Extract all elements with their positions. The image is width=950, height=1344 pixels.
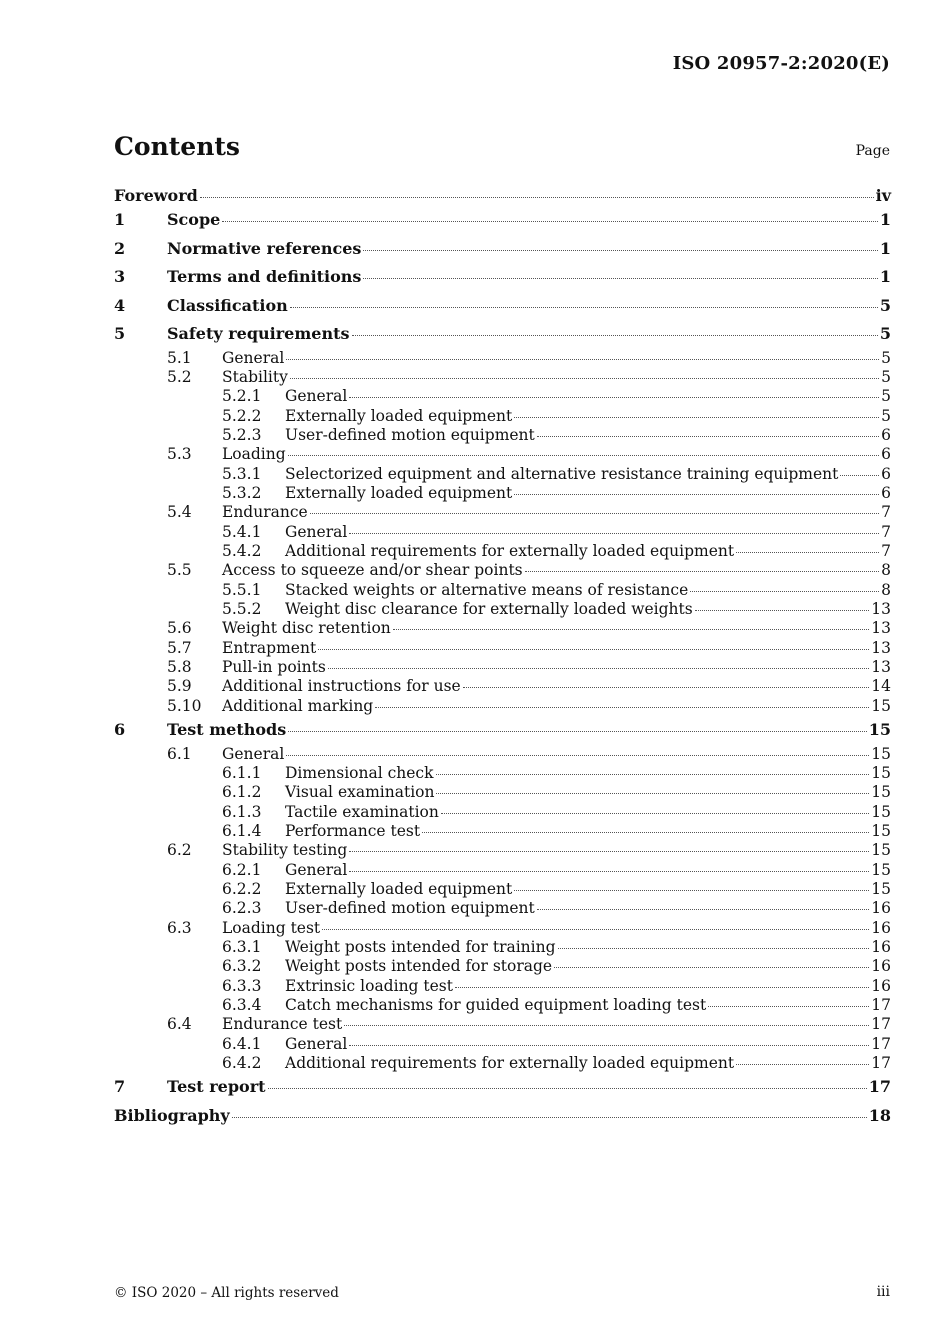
toc-entry-number: 6.4.2 — [222, 1054, 262, 1073]
dot-leader — [349, 397, 879, 398]
toc-entry-page: 15 — [871, 802, 891, 821]
toc-entry-page: 15 — [871, 696, 891, 715]
toc-entry-number: 5.3.2 — [222, 483, 262, 502]
toc-entry-number: 5.10 — [167, 696, 202, 715]
toc-entry-page: 5 — [881, 387, 891, 406]
toc-entry[interactable] — [114, 368, 891, 387]
toc-entry[interactable] — [114, 803, 891, 822]
dot-leader — [840, 475, 879, 476]
toc-entry-title: Additional instructions for use — [222, 677, 461, 696]
toc-entry-page: 1 — [879, 210, 891, 229]
toc-entry-number: 5.7 — [167, 638, 192, 657]
dot-leader — [525, 571, 880, 572]
toc-entry[interactable] — [114, 292, 891, 321]
dot-leader — [328, 668, 869, 669]
toc-entry[interactable] — [114, 320, 891, 349]
toc-entry-title: Additional requirements for externally loaded equipment — [285, 1054, 735, 1073]
toc-entry[interactable] — [114, 600, 891, 619]
toc-entry-title: Endurance test — [222, 1015, 343, 1034]
toc-entry-page: 15 — [871, 860, 891, 879]
toc-entry-title: Terms and definitions — [167, 267, 362, 286]
dot-leader — [537, 436, 879, 437]
toc-entry-title: Visual examination — [285, 783, 435, 802]
toc-entry-title: Weight posts intended for storage — [285, 957, 553, 976]
toc-entry-number: 5.4 — [167, 503, 192, 522]
toc-entry-number: 5.4.2 — [222, 541, 262, 560]
dot-leader — [349, 871, 869, 872]
toc-entry[interactable] — [114, 996, 891, 1015]
toc-entry-number: 7 — [114, 1077, 126, 1097]
toc-entry-page: 7 — [881, 541, 891, 560]
toc-entry-page: 16 — [871, 899, 891, 918]
toc-entry-page: 5 — [881, 406, 891, 425]
dot-leader — [422, 832, 869, 833]
toc-entry-title: Selectorized equipment and alternative resistance training equipment — [285, 464, 839, 483]
dot-leader — [288, 731, 867, 732]
toc-entry[interactable] — [114, 861, 891, 880]
toc-entry-number: 6.4 — [167, 1015, 192, 1034]
toc-entry-page: 15 — [871, 783, 891, 802]
toc-entry[interactable] — [114, 186, 891, 206]
toc-entry-number: 5.3 — [167, 445, 192, 464]
toc-entry-page: 5 — [881, 367, 891, 386]
toc-entry-title: General — [285, 860, 348, 879]
dot-leader — [344, 1025, 869, 1026]
toc-entry-number: 5.1 — [167, 348, 192, 367]
toc-entry-page: 7 — [881, 522, 891, 541]
dot-leader — [514, 417, 879, 418]
toc-entry[interactable] — [114, 716, 891, 745]
toc-entry-page: 6 — [881, 464, 891, 483]
toc-entry-number: 2 — [114, 238, 126, 258]
dot-leader — [290, 378, 879, 379]
toc-entry[interactable] — [114, 1054, 891, 1073]
toc-entry-page: 6 — [881, 445, 891, 464]
toc-entry-number: 6.1.2 — [222, 783, 262, 802]
toc-entry-page: 13 — [871, 619, 891, 638]
toc-entry-number: 6.3.2 — [222, 957, 262, 976]
toc-entry-page: 5 — [881, 348, 891, 367]
toc-entry-number: 4 — [114, 295, 126, 315]
toc-entry[interactable] — [114, 745, 891, 764]
toc-entry-number: 6.3.1 — [222, 937, 262, 956]
toc-entry-number: 5.2.2 — [222, 406, 262, 425]
dot-leader — [736, 1064, 869, 1065]
toc-entry-page: 6 — [881, 483, 891, 502]
toc-entry[interactable] — [114, 523, 891, 542]
toc-entry-page: 8 — [881, 561, 891, 580]
toc-entry-page: 15 — [871, 879, 891, 898]
dot-leader — [232, 1117, 867, 1118]
toc-entry[interactable] — [114, 465, 891, 484]
toc-entry-title: Endurance — [222, 503, 308, 522]
toc-entry-title: Test report — [167, 1077, 266, 1097]
toc-entry-title: Weight disc retention — [222, 619, 391, 638]
dot-leader — [375, 707, 869, 708]
toc-entry-number: 6.1 — [167, 744, 192, 763]
toc-entry-title: General — [285, 1034, 348, 1053]
toc-entry-number: 6.1.4 — [222, 821, 262, 840]
toc-entry-title: Externally loaded equipment — [285, 879, 513, 898]
toc-entry-page: 17 — [871, 1054, 891, 1073]
contents-heading: Contents — [114, 132, 241, 161]
toc-entry-page: 1 — [879, 267, 891, 286]
toc-entry-title: Externally loaded equipment — [285, 483, 513, 502]
toc-entry[interactable] — [114, 349, 891, 368]
toc-entry-title: Weight disc clearance for externally loaded weights — [285, 599, 693, 618]
toc-entry-title: Dimensional check — [285, 763, 434, 782]
toc-entry-title: Normative references — [167, 238, 362, 258]
toc-entry[interactable] — [114, 677, 891, 696]
toc-entry-page: 1 — [879, 238, 891, 258]
toc-entry-page: 13 — [871, 658, 891, 676]
toc-entry[interactable] — [114, 206, 891, 235]
toc-entry[interactable] — [114, 263, 891, 292]
toc-entry-title: Stacked weights or alternative means of resistance — [285, 580, 689, 599]
toc-entry-title: Extrinsic loading test — [285, 976, 453, 995]
dot-leader — [455, 987, 869, 988]
dot-leader — [363, 250, 877, 251]
toc-entry-number: 5.5 — [167, 561, 192, 580]
toc-entry-page: 16 — [871, 957, 891, 976]
toc-entry[interactable] — [114, 841, 891, 860]
toc-entry-title: Tactile examination — [285, 802, 439, 821]
toc-entry[interactable] — [114, 1102, 891, 1131]
dot-leader — [514, 890, 869, 891]
toc-entry[interactable] — [114, 503, 891, 522]
toc-entry-title: Additional marking — [222, 696, 374, 715]
toc-entry-number: 6 — [114, 720, 126, 740]
toc-entry-number: 6.3.4 — [222, 996, 262, 1014]
toc-entry-title: Additional requirements for externally loaded equipment — [285, 541, 735, 560]
toc-entry-page: 15 — [871, 841, 891, 860]
toc-entry-title: Stability — [222, 367, 288, 386]
toc-entry[interactable] — [114, 426, 891, 445]
toc-entry-title: Pull-in points — [222, 658, 326, 676]
dot-leader — [286, 359, 879, 360]
toc-entry[interactable] — [114, 407, 891, 426]
dot-leader — [363, 278, 877, 279]
toc-entry-title: Externally loaded equipment — [285, 406, 513, 425]
dot-leader — [436, 774, 870, 775]
dot-leader — [352, 335, 878, 336]
toc-entry-page: 18 — [868, 1105, 891, 1125]
toc-entry[interactable] — [114, 1035, 891, 1054]
toc-entry-page: iv — [875, 186, 891, 205]
toc-entry-number: 5.8 — [167, 658, 192, 676]
toc-entry-page: 8 — [881, 580, 891, 599]
dot-leader — [318, 649, 869, 650]
dot-leader — [310, 513, 879, 514]
toc-entry-number: 6.2 — [167, 841, 192, 860]
toc-entry-page: 7 — [881, 503, 891, 522]
toc-entry-page: 13 — [871, 599, 891, 618]
toc-entry-page: 15 — [871, 763, 891, 782]
dot-leader — [349, 1045, 869, 1046]
toc-entry-title: Stability testing — [222, 841, 348, 860]
dot-leader — [268, 1088, 867, 1089]
dot-leader — [537, 909, 869, 910]
toc-entry-number: 5.4.1 — [222, 522, 262, 541]
toc-entry-number: 5.5.1 — [222, 580, 262, 599]
toc-entry-page: 5 — [879, 295, 891, 315]
toc-entry[interactable] — [114, 783, 891, 802]
toc-entry-number: 3 — [114, 267, 126, 286]
table-of-contents — [114, 186, 891, 1130]
toc-entry-title: Entrapment — [222, 638, 317, 657]
toc-entry-page: 15 — [871, 821, 891, 840]
toc-entry-page: 14 — [871, 677, 891, 696]
toc-entry-title: Scope — [167, 210, 221, 229]
toc-entry-title: General — [285, 522, 348, 541]
toc-entry-number: 6.2.2 — [222, 879, 262, 898]
toc-entry-page: 16 — [871, 918, 891, 937]
toc-entry[interactable] — [114, 764, 891, 783]
toc-entry-number: 5.2.3 — [222, 425, 262, 444]
toc-entry-number: 6.1.1 — [222, 763, 262, 782]
toc-entry-page: 5 — [879, 324, 891, 343]
dot-leader — [514, 494, 879, 495]
toc-entry-title: Test methods — [167, 720, 287, 740]
toc-entry-page: 13 — [871, 638, 891, 657]
toc-entry-page: 17 — [871, 1015, 891, 1034]
dot-leader — [200, 197, 874, 198]
toc-entry-title: Loading test — [222, 918, 321, 937]
dot-leader — [441, 813, 869, 814]
toc-entry[interactable] — [114, 919, 891, 938]
toc-entry-title: User-defined motion equipment — [285, 899, 535, 918]
toc-entry-number: 5.3.1 — [222, 464, 262, 483]
toc-entry-page: 15 — [868, 720, 891, 740]
toc-entry-page: 17 — [871, 996, 891, 1014]
dot-leader — [708, 1006, 869, 1007]
toc-entry-title: Foreword — [114, 186, 198, 205]
toc-entry-title: Access to squeeze and/or shear points — [222, 561, 523, 580]
toc-entry[interactable] — [114, 880, 891, 899]
toc-entry-number: 6.2.1 — [222, 860, 262, 879]
toc-entry[interactable] — [114, 938, 891, 957]
toc-entry-page: 6 — [881, 425, 891, 444]
dot-leader — [349, 533, 879, 534]
toc-entry-number: 5.2 — [167, 367, 192, 386]
toc-entry-title: Weight posts intended for training — [285, 937, 556, 956]
toc-entry-page: 15 — [871, 744, 891, 763]
dot-leader — [222, 221, 878, 222]
toc-entry[interactable] — [114, 387, 891, 406]
toc-entry-page: 16 — [871, 937, 891, 956]
copyright-notice: © ISO 2020 – All rights reserved — [114, 1285, 339, 1301]
toc-entry-title: Catch mechanisms for guided equipment loading test — [285, 996, 707, 1014]
toc-entry-number: 5.6 — [167, 619, 192, 638]
toc-entry-title: General — [222, 744, 285, 763]
toc-entry-page: 16 — [871, 976, 891, 995]
page-number: iii — [876, 1284, 890, 1300]
dot-leader — [736, 552, 879, 553]
toc-entry-title: Bibliography — [114, 1105, 230, 1125]
toc-entry[interactable] — [114, 658, 891, 677]
toc-entry[interactable] — [114, 581, 891, 600]
toc-entry-title: Performance test — [285, 821, 421, 840]
toc-entry[interactable] — [114, 639, 891, 658]
dot-leader — [436, 793, 869, 794]
toc-entry[interactable] — [114, 977, 891, 996]
dot-leader — [322, 929, 869, 930]
dot-leader — [558, 948, 870, 949]
toc-entry-number: 5.2.1 — [222, 387, 262, 406]
dot-leader — [695, 610, 870, 611]
dot-leader — [286, 755, 869, 756]
toc-entry[interactable] — [114, 445, 891, 464]
toc-entry[interactable] — [114, 957, 891, 976]
toc-entry-number: 6.3.3 — [222, 976, 262, 995]
dot-leader — [554, 967, 869, 968]
toc-entry-number: 6.1.3 — [222, 802, 262, 821]
toc-entry-page: 17 — [871, 1034, 891, 1053]
toc-entry-page: 17 — [868, 1077, 891, 1097]
toc-entry-title: Safety requirements — [167, 324, 350, 343]
toc-entry[interactable] — [114, 1015, 891, 1034]
dot-leader — [290, 307, 878, 308]
toc-entry[interactable] — [114, 822, 891, 841]
toc-entry-title: User-defined motion equipment — [285, 425, 535, 444]
toc-entry[interactable] — [114, 484, 891, 503]
toc-entry-title: General — [222, 348, 285, 367]
toc-entry-number: 5 — [114, 324, 126, 343]
dot-leader — [349, 851, 869, 852]
toc-entry-number: 5.5.2 — [222, 599, 262, 618]
dot-leader — [288, 455, 879, 456]
toc-entry[interactable] — [114, 899, 891, 918]
toc-entry-title: Loading — [222, 445, 286, 464]
toc-entry[interactable] — [114, 235, 891, 264]
dot-leader — [463, 687, 870, 688]
toc-entry-title: Classification — [167, 295, 288, 315]
toc-entry[interactable] — [114, 1073, 891, 1102]
toc-entry-number: 5.9 — [167, 677, 192, 696]
toc-entry[interactable] — [114, 561, 891, 580]
document-id: ISO 20957-2:2020(E) — [672, 53, 890, 74]
toc-entry-number: 1 — [114, 210, 126, 229]
toc-entry-title: General — [285, 387, 348, 406]
page-column-label: Page — [855, 143, 890, 159]
toc-entry-number: 6.2.3 — [222, 899, 262, 918]
toc-entry[interactable] — [114, 697, 891, 716]
dot-leader — [690, 591, 879, 592]
toc-entry[interactable] — [114, 619, 891, 638]
toc-entry-number: 6.4.1 — [222, 1034, 262, 1053]
toc-entry[interactable] — [114, 542, 891, 561]
dot-leader — [393, 629, 869, 630]
toc-entry-number: 6.3 — [167, 918, 192, 937]
